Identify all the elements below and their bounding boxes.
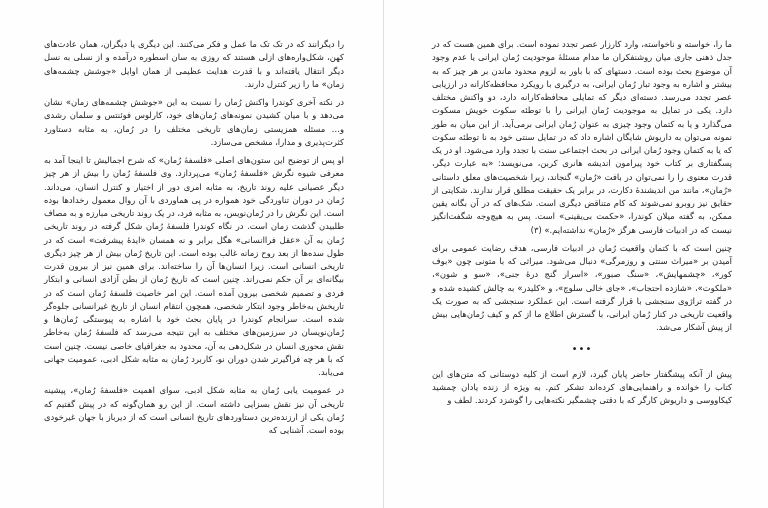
left-text-column [44,38,344,442]
paragraph: ما را، خواسته و ناخواسته، وارد کارزار عصر تجدد نموده است. برای همین هست که در جدل ذهنی جاری میان روشنفکران ما مدام مسئلهٔ موجودیت رُمان ایرانی یا عدم وجود آن موضوع بحث بوده است. دستهای که با باور به لزوم محدود ماندن بر هر چیز که به بیشتر و اشاره به وجود تبار رُمان ایرانی، به درگیری با رویکرد محافظه‌کارانه در ارزیابی عصر تجدد می‌رسد. دسته‌ای دیگر که تمایلی محافظه‌کارانه دارد، دو واکنش مختلف دارد. یکی در تمایل به موجودیت رُمان ایرانی را با توطئه سکوت خویش مسکوت می‌گذارد و یا به کتمان وجود چیزی به عنوان رُمان ایرانی برمی‌آید. از این میان به طور نمونه می‌توان به داریوش شایگان اشاره داد که در تمایل سنتی خود به نا توطئه سکوت که یا به کتمان وجود رُمان ایرانی در بحث اجتماعی سنت با تجدد وارد می‌شود. او در یک پسگفتاری بر کتاب خود پیرامون اندیشه هانری کربن، می‌نویسد: «به عبارت دیگر، قدرت معنوی را را نمی‌توان در بافت «رُمان» گنجاند، زیرا شخصیت‌های معلق داستانی «رُمان»، مانند من اندیشندهٔ دکارت، در برابر یک حقیقت مطلق قرار ندارند. شکایتی از حقایق نیز روبرو نمی‌شوند که کام متناقض دیگری است. شک‌های که در آن بگانه یقین ممکن، به گفته میلان کوندرا، «حکمت بی‌یقینی» است. پس به هیچ‌وجه شگفت‌انگیز نیست که در ادبیات فارسی هرگز «رُمان» نداشته‌ایم.» (۳) [432,39,732,235]
right-page [384,0,768,508]
paragraph: در عمومیت یابی رُمان به مثابه شکل ادبی، سوای اهمیت «فلسفهٔ رُمان»، پیشینه تاریخی آن نیز نقش بسزایی داشته است. از این رو همان‌گونه که در پیش گفتیم که رُمان یکی از ارزنده‌ترین دستاوردهای تاریخ انسانی است که از دیرباز با جهان غیرخودی بوده است. آشنایی که [44,385,344,435]
paragraph: چنین است که با کتمان واقعیت رُمان در ادبیات فارسی، هدف رضایت عمومی برای آمیدن بر «میراث سنتی و روزمرگی» دنبال می‌شود. میراثی که با متونی چون «بوف کور»، «چشمهایش»، «سنگ صبور»، «اسرار گنج درهٔ جنی»، «سو و شون»، «ملکوت»، «شازده احتجاب»، «جای خالی سلوچ»، و «کلیدر» به چالش کشیده شده و در گفته تراژوی سنجشی با قرار گرفته است. این عملکرد سنجشی که به صورت یک واقعیت تاریخی در کنار رُمان ایرانی، با گسترش اطلاع ما از کم و کیف رُمان‌هایی بیش از پیش آشکار می‌شد. [432,242,732,333]
section-separator: ••• [571,343,593,355]
paragraph: پیش از آنکه پیشگفتار حاضر پایان گیرد، لازم است از کلیه دوستانی که متن‌های این کتاب را خوانده و راهنمایی‌های کرده‌اند تشکر کنم. به ویژه از زنده یادان چمشید کیکاووسی و داریوش کارگر که با دقتی چشمگیر نکته‌هایی را گوشزد کردند. لطف و [432,368,732,406]
paragraph: را دیگرانند که در تک تک ما عمل و فکر می‌کنند. این دیگری یا دیگران، همان عادت‌های کهن، شکل‌واره‌های ازلی هستند که روزی به سان اسطوره درآمده و از نسلی به نسل دیگر انتقال یافته‌اند و با قدرت هدایت عظیمی از همان اوایل «جوشش چشمه‌های زمان» ما را زیر کنترل دارند. [44,39,344,89]
paragraph: در نکته آخری کوندرا واکنش رُمان را نسبت به این «جوشش چشمه‌های زمان» نشان می‌دهد و با میان کشیدن نمونه‌های رُمان‌های خود، کارلوس فوئنتس و سلمان رشدی و… مسئله همزیستی زمان‌های تاریخی مختلف را در رُمان، به مثابه دستاورد کثرت‌پذیری و مدارا، مشخص می‌سازد. [44,97,344,147]
paragraph: او پس از توضیح این ستون‌های اصلی «فلسفهٔ رُمان» که شرح اجمالیش تا اینجا آمد به معرفی شیوه نگرش «فلسفهٔ رُمان» می‌پردازد. وی فلسفهٔ رُمان را بیش از هر چیز دیگر عصیانی علیه روند تاریخ، به مثابه امری دور از اختیار و کنترل انسان، می‌داند. رُمان در دوران تناوردگی خود همواره در پی هماوردی با آن روال معمول رخدادها بوده است. این نگرش را در رُمان‌نویس، به مثابه فرد، در یک روند تاریخی مبارزه و به مصاف طلبیدن گذشت زمان است. در نگاه کوندرا فلسفهٔ رُمان شکل گرفته در روند تاریخی رُمان به آن «عقل فراانسانی» هگل برابر و نه همسان «ایدهٔ پیشرفت» است که در طول سده‌ها از بعد روح زمانه غالب بوده است. این تاریخ رُمان بیش از هر چیز دیگری تاریخی انسانی است. زیرا انسان‌ها آن را ساخته‌اند. برای همین نیز از بیرون قدرت بیگانه‌ای بر آن حکم نمی‌راند. چنین است که تاریخ رُمان از بطن آزادی انسانی و ابتکار فردی و تصمیم شخصی بیرون آمده است. این امر خاصیت فلسفهٔ رُمان است که در تاریخش به‌خاطر وجود ابتکار شخصی، همچون انتقام انسان از تاریخ غیرانسانی جلوه‌گر شده است. سرانجام کوندرا در پایان بحث خود با اشاره به پیوستگی رُمان‌ها و رُمان‌نویسان در سرزمین‌های مختلف به این نتیجه می‌رسد که فلسفهٔ رُمان به‌خاطر نقش محوری انسان در شکل‌دهی به آن، محدود به جغرافیای خاصی نیست. چنین است که با هر چه فراگیرتر شدن دوران نو، کاربرد رُمان به مثابه شکل ادبی، عمومیت جهانی می‌یابد. [44,155,344,377]
right-text-column [432,38,732,413]
